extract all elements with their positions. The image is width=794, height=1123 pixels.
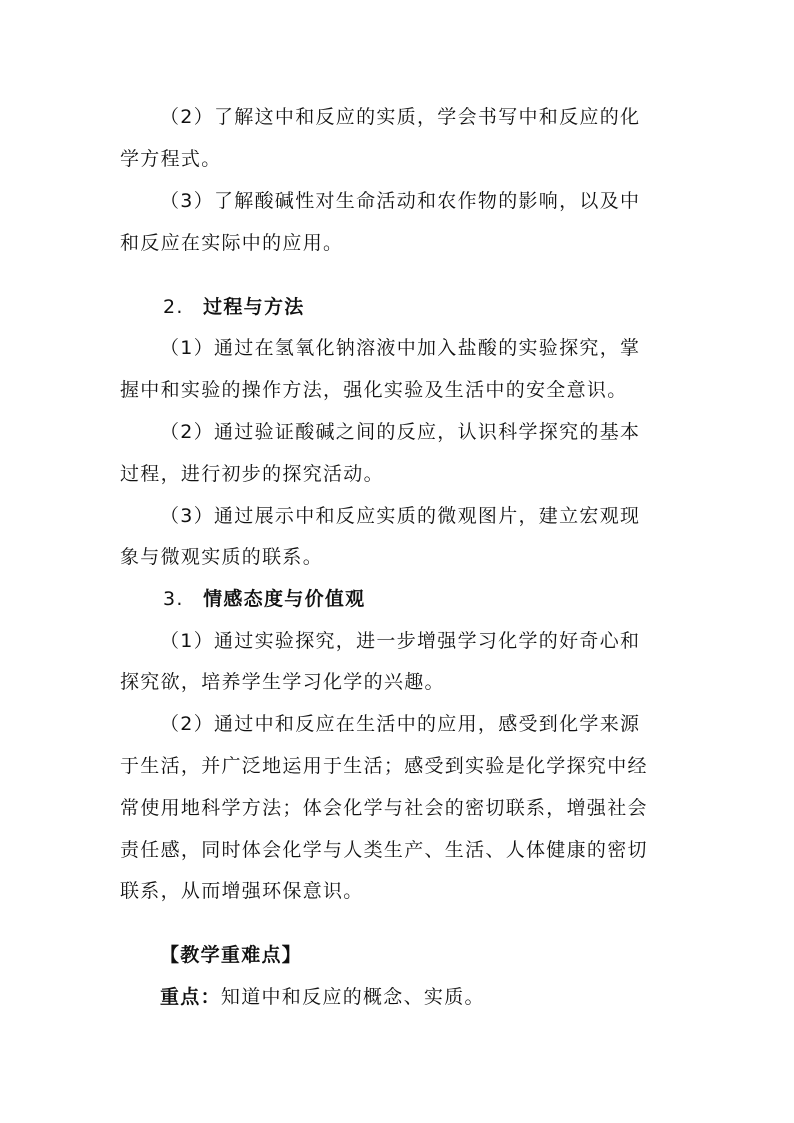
section-title: 情感态度与价值观: [203, 588, 366, 610]
process-item-1-line-2: 握中和实验的操作方法，强化实验及生活中的安全意识。: [120, 379, 628, 401]
process-item-1-line-1: （1）通过在氢氧化钠溶液中加入盐酸的实验探究，掌: [160, 337, 641, 359]
section-title: 过程与方法: [203, 296, 305, 318]
attitude-item-1-line-1: （1）通过实验探究，进一步增强学习化学的好奇心和: [160, 630, 641, 652]
knowledge-item-2-line-1: （2）了解这中和反应的实质，学会书写中和反应的化: [160, 106, 641, 128]
knowledge-item-3-line-2: 和反应在实际中的应用。: [120, 232, 344, 254]
process-item-2-line-2: 过程，进行初步的探究活动。: [120, 463, 384, 485]
process-item-3-line-1: （3）通过展示中和反应实质的微观图片，建立宏观现: [160, 505, 641, 527]
attitude-item-2-line-5: 联系，从而增强环保意识。: [120, 880, 364, 902]
focus-text: 知道中和反应的概念、实质。: [220, 986, 485, 1008]
process-item-2-line-1: （2）通过验证酸碱之间的反应，认识科学探究的基本: [160, 421, 641, 443]
section-number: 3.: [163, 588, 184, 610]
process-item-3-line-2: 象与微观实质的联系。: [120, 546, 324, 568]
key-points-heading: 【教学重难点】: [160, 944, 303, 966]
attitude-item-2-line-4: 责任感，同时体会化学与人类生产、生活、人体健康的密切: [120, 839, 648, 861]
section-number: 2.: [163, 296, 184, 318]
attitude-item-2-line-1: （2）通过中和反应在生活中的应用，感受到化学来源: [160, 713, 641, 735]
attitude-item-2-line-2: 于生活，并广泛地运用于生活；感受到实验是化学探究中经: [120, 755, 648, 777]
knowledge-item-3-line-1: （3）了解酸碱性对生命活动和农作物的影响，以及中: [160, 190, 641, 212]
attitude-item-1-line-2: 探究欲，培养学生学习化学的兴趣。: [120, 671, 445, 693]
knowledge-item-2-line-2: 学方程式。: [120, 148, 222, 170]
focus-label: 重点：: [160, 986, 221, 1008]
attitude-item-2-line-3: 常使用地科学方法；体会化学与社会的密切联系，增强社会: [120, 797, 648, 819]
section-heading-process: [163, 294, 305, 320]
section-heading-attitude: [163, 586, 365, 612]
focus-line: [160, 984, 485, 1010]
